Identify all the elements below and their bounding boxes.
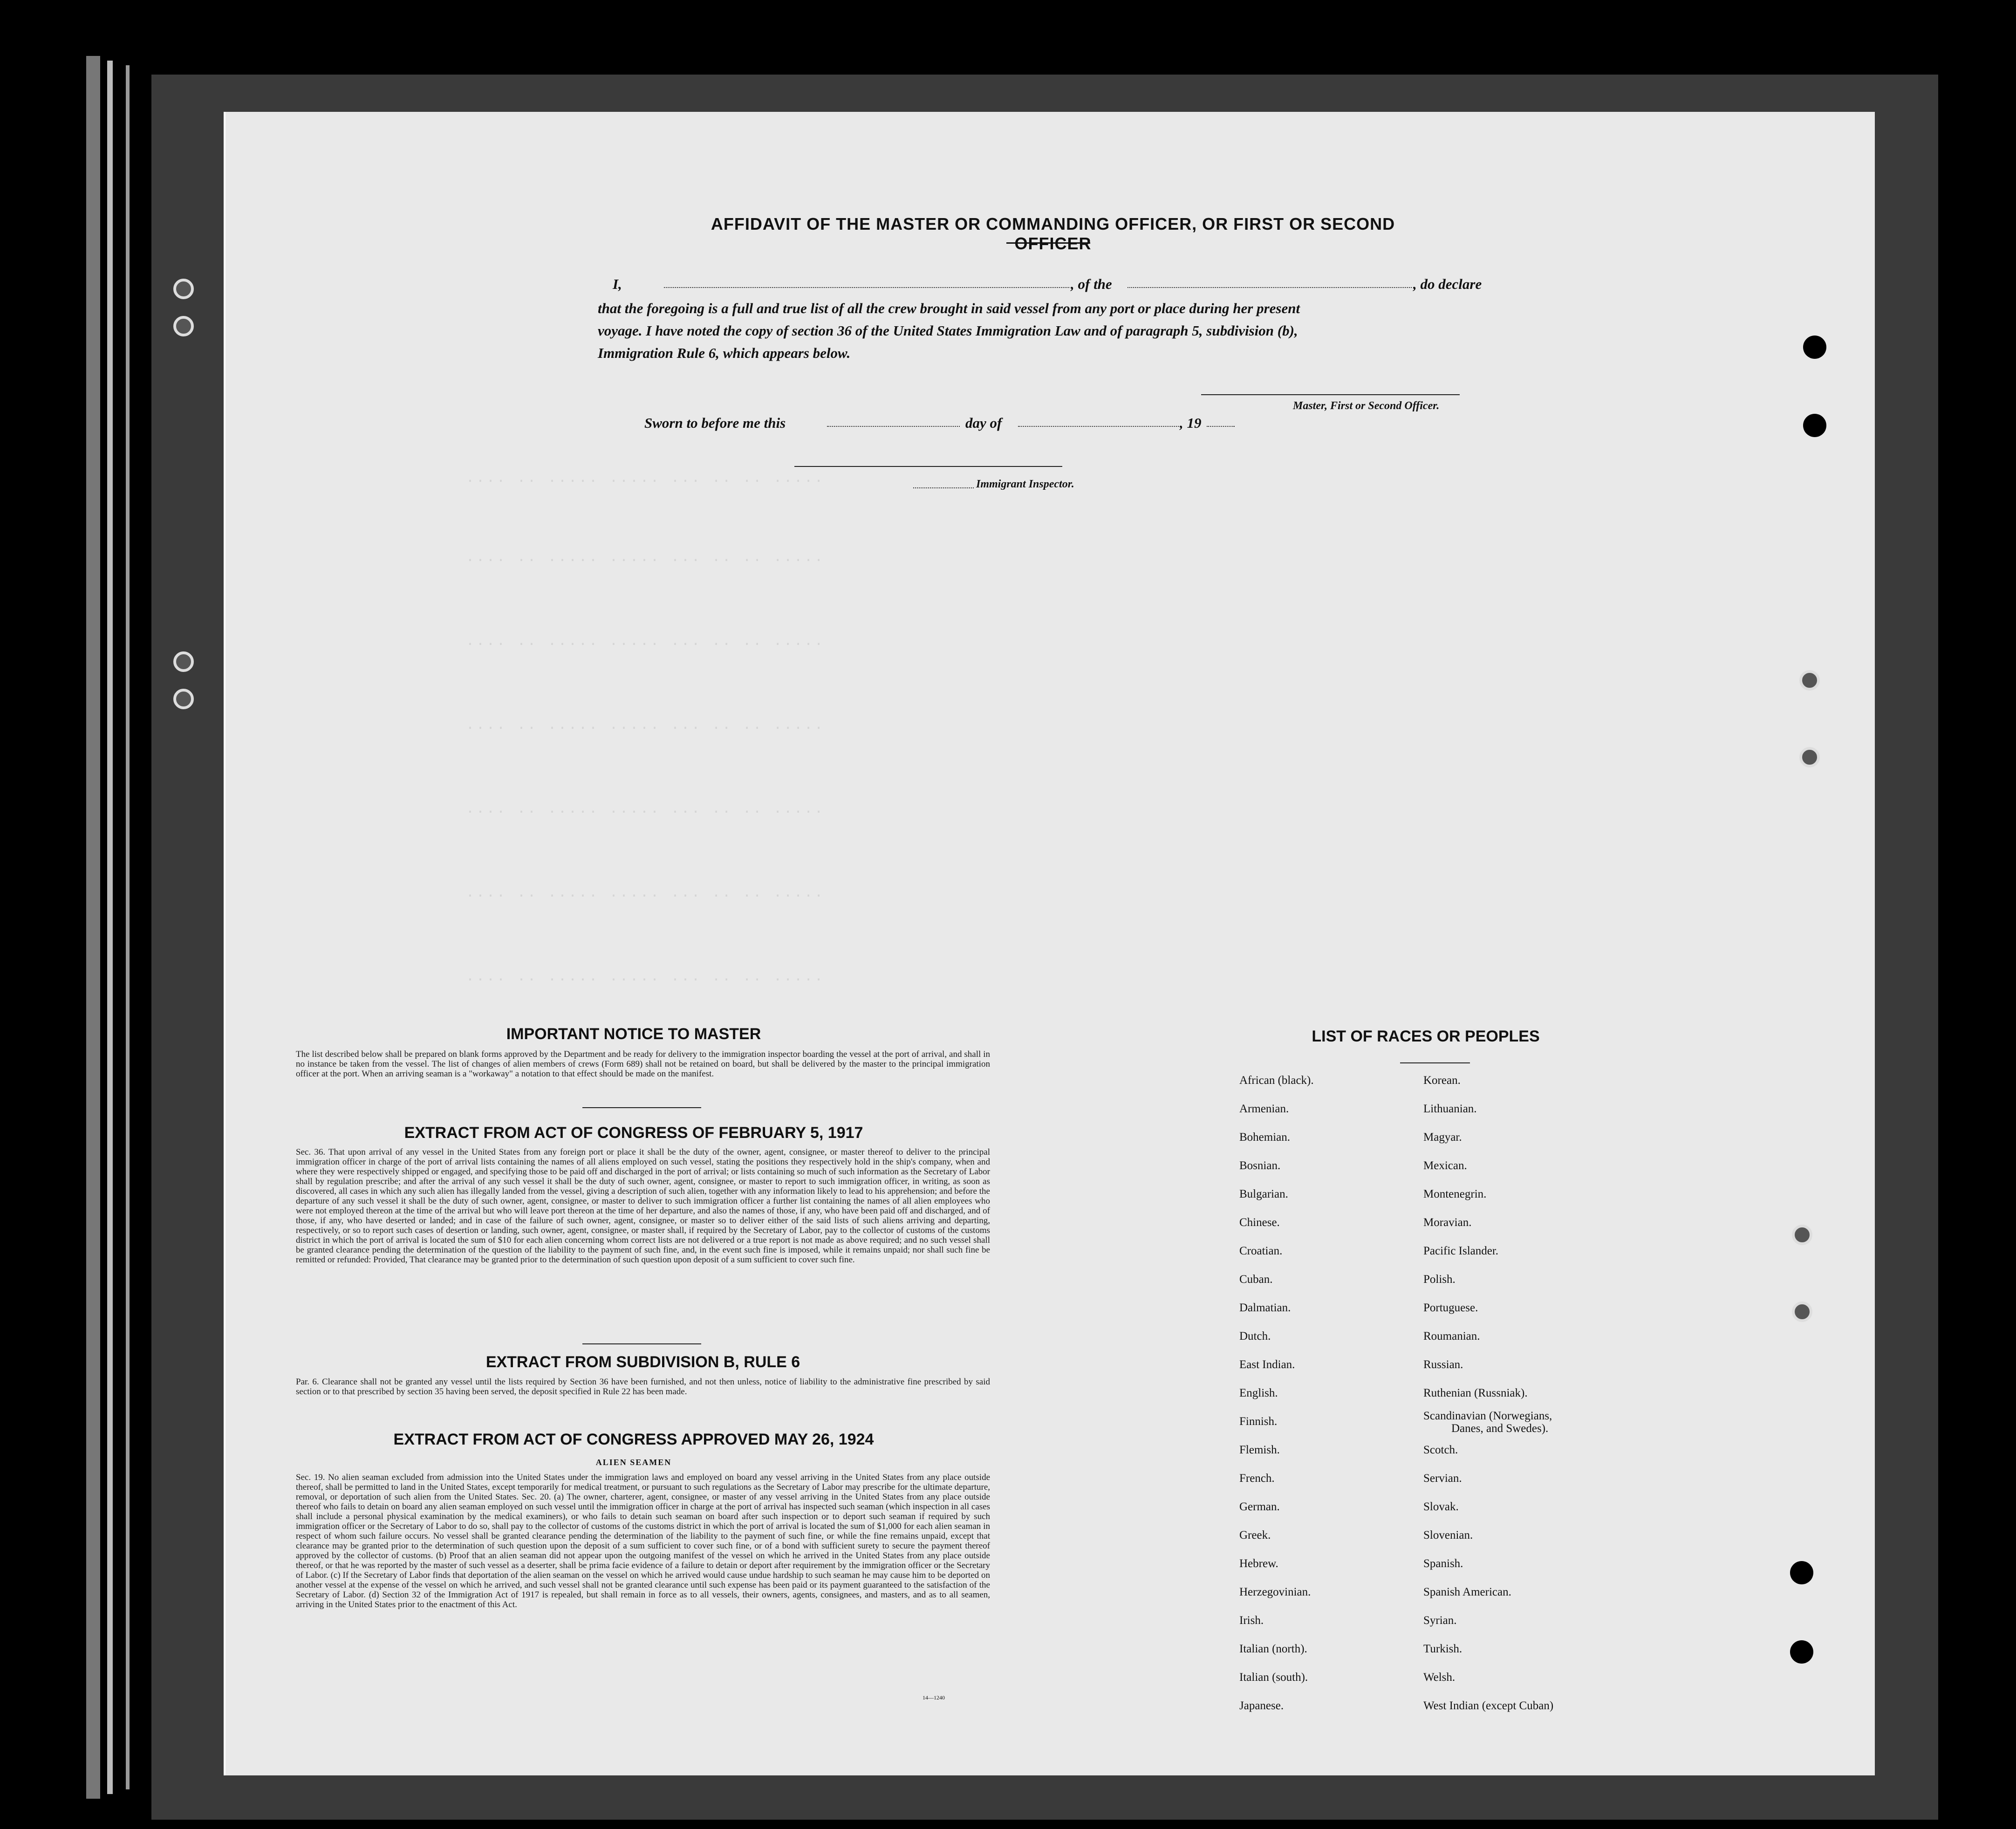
race-left-item: Dutch. [1239,1330,1271,1343]
year-text: , 19 [1180,415,1202,431]
race-right-item: Scotch. [1423,1444,1458,1456]
title-rule [1006,242,1090,244]
day-of-text: day of [965,415,1002,431]
punch-dot [1790,1561,1813,1584]
notice-body: The list described below shall be prepared on blank forms approved by the Department and be ready for delivery to the immigration inspector boarding the vessel at the port of arrival, and shall in no instance be taken from the vessel. The list of changes of alien members of crews (Form 689) shall not be retained on board, but shall be delivered by the master to the principal immigration officer at the port. When an arriving seaman is a "workaway" a notation to that effect should be made on the manifest. [296,1049,990,1079]
show-through-text: .... .. ..... ..... ... .. .. ..... [466,550,825,566]
race-left-item: German. [1239,1500,1280,1513]
race-right-item: Montenegrin. [1423,1188,1487,1200]
race-left-item: Greek. [1239,1529,1271,1541]
race-right-item: Korean. [1423,1074,1461,1087]
binder-edge [126,65,130,1789]
race-right-item: Spanish. [1423,1557,1463,1570]
race-right-item: Mexican. [1423,1159,1467,1172]
extract-rule6-heading: EXTRACT FROM SUBDIVISION B, RULE 6 [485,1353,800,1371]
race-right-item: Lithuanian. [1423,1103,1477,1115]
races-rule [1400,1062,1470,1063]
race-right-item: Russian. [1423,1358,1463,1371]
extract-1924-body: Sec. 19. No alien seaman excluded from admission into the United States under the immigration laws and employed on board any vessel arriving in the United States from any place outside thereof, shall be permitted to land in the United States, except temporarily for medical treatment, or pursuant to such regulations as the Secretary of Labor may prescribe for the ultimate departure, removal, or deportation of such alien from the United States. Sec. 20. (a) The owner, charterer, agent, consignee, or master of any vessel arriving in the United States from any place outside thereof who fails to detain on board any alien seaman employed on such vessel until the immigration officer in charge at the port of arrival has inspected such seaman (which inspection in all cases shall include a personal physical examination by the medical examiners), or who fails to detain such seaman on board after such inspection or to deport such seaman if required by such immigration officer or the Secretary of Labor to do so, shall pay to the collector of customs of the customs district in which the port of arrival is located the sum of $1,000 for each alien seaman in respect of whom such failure occurs. No vessel shall be granted clearance pending the determination of the liability to the payment of such fine, or while the fine remains unpaid, except that clearance may be granted prior to the determination of such question upon the deposit of a sum sufficient to cover such fine, or of a bond with sufficient surety to secure the payment thereof approved by the collector of customs. (b) Proof that an alien seaman did not appear upon the outgoing manifest of the vessel on which he arrived in the United States from any place outside thereof, or that he was reported by the master of such vessel as a deserter, shall be prima facie evidence of a failure to detain or deport after requirement by the immigration officer or the Secretary of Labor. (c) If the Secretary of Labor finds that deportation of the alien seaman on the vessel on which he arrived would cause undue hardship to such seaman he may cause him to be deported on another vessel at the expense of the vessel on which he arrived, and such vessel shall not be granted clearance until such expense has been paid or its payment guaranteed to the satisfaction of the Secretary of Labor. (d) Section 32 of the Immigration Act of 1917 is repealed, but shall remain in force as to all vessels, their owners, agents, consignees, and masters, and as to all seamen, arriving in the United States prior to the enactment of this Act. [296,1473,990,1610]
races-heading: LIST OF RACES OR PEOPLES [1312,1028,1540,1045]
race-left-item: French. [1239,1472,1275,1485]
notice-heading: IMPORTANT NOTICE TO MASTER [506,1025,761,1043]
section-rule [582,1107,701,1108]
sworn-day-field[interactable] [827,426,960,427]
race-right-item: Portuguese. [1423,1302,1478,1314]
affidavit-declare: , do declare [1413,276,1482,292]
show-through-text: .... .. ..... ..... ... .. .. ..... [466,634,825,650]
extract-1917-body: Sec. 36. That upon arrival of any vessel in the United States from any foreign port or place it shall be the duty of the owner, agent, consignee, or master thereof to deliver to the principal immigration officer in charge of the port of arrival lists containing the names of all aliens employed on such vessel, stating the positions they respectively hold in the ship's company, when and where they were respectively shipped or engaged, and specifying those to be paid off and discharged in the port of arrival; or lists containing so much of such information as the Secretary of Labor shall by regulation prescribe; and after the arrival of any such vessel it shall be the duty of such owner, agent, consignee, or master to report to such immigration officer, in writing, as soon as discovered, all cases in which any such alien has illegally landed from the vessel, giving a description of such alien, together with any information likely to lead to his apprehension; and before the departure of any such vessel it shall be the duty of such owner, agent, consignee, or master to deliver to such immigration officer a further list containing the names of all alien employees who were not employed thereon at the time of the arrival but who will leave port thereon at the time of her departure, and also the names of those, if any, who have been paid off and discharged, and of those, if any, who have deserted or landed; and in case of the failure of such owner, agent, consignee, or master so to deliver either of the said lists of such aliens arriving and departing, respectively, or so to report such cases of desertion or landing, such owner, agent, consignee, or master shall, if required by the Secretary of Labor, pay to the collector of customs of the customs district in which the port of arrival is located the sum of $10 for each alien concerning whom correct lists are not delivered or a true report is not made as above required; and no such vessel shall be granted clearance pending the determination of the question of the liability to the payment of such fine, and, in the event such fine is imposed, while it remains unpaid; nor shall such fine be remitted or refunded: Provided, That clearance may be granted prior to the determination of such question upon deposit of a sum sufficient to cover such fine. [296,1147,990,1265]
alien-seamen-subheading: ALIEN SEAMEN [595,1458,672,1467]
race-right-item: Slovenian. [1423,1529,1473,1541]
race-left-item: Finnish. [1239,1415,1278,1428]
race-left-item: Irish. [1239,1614,1264,1627]
race-left-item: Dalmatian. [1239,1302,1291,1314]
sworn-text: Sworn to before me this [644,415,786,431]
binder-hole [173,279,194,299]
extract-1924-heading: EXTRACT FROM ACT OF CONGRESS APPROVED MAY 26, 1924 [393,1431,874,1448]
binder-edge [86,56,100,1799]
master-signature-label: Master, First or Second Officer. [1293,400,1440,412]
race-right-item: Syrian. [1423,1614,1457,1627]
affidavit-line-2: that the foregoing is a full and true list of all the crew brought in said vessel from any port or place during her present [598,300,1300,316]
race-right-item: Scandinavian (Norwegians, [1423,1410,1552,1422]
race-right-item: Moravian. [1423,1216,1472,1229]
extract-rule6-body: Par. 6. Clearance shall not be granted any vessel until the lists required by Section 36 have been furnished, and not then unless, notice of liability to the administrative fine prescribed by said section or to that prescribed by section 35 having been served, the deposit specified in Rule 22 has been made. [296,1377,990,1397]
race-left-item: Bohemian. [1239,1131,1291,1144]
sworn-year-field[interactable] [1207,426,1235,427]
sworn-month-field[interactable] [1018,426,1179,427]
binder-edge [107,61,113,1794]
race-left-item: Japanese. [1239,1699,1284,1712]
inspector-label: Immigrant Inspector. [976,478,1074,490]
race-left-item: Italian (north). [1239,1643,1307,1655]
race-left-item: Flemish. [1239,1444,1280,1456]
form-number: 14—1240 [923,1694,945,1701]
master-signature-line[interactable] [1201,394,1460,395]
show-through-text: .... .. ..... ..... ... .. .. ..... [466,471,825,486]
race-right-item: Servian. [1423,1472,1462,1485]
inspector-signature-line[interactable] [794,466,1062,467]
race-right-item: Spanish American. [1423,1586,1511,1598]
punch-dot [1790,1640,1813,1664]
race-right-item: Slovak. [1423,1500,1459,1513]
race-right-item: Magyar. [1423,1131,1462,1144]
race-right-item: West Indian (except Cuban) [1423,1699,1554,1712]
race-right-item: Turkish. [1423,1643,1462,1655]
race-left-item: Bulgarian. [1239,1188,1288,1200]
race-right-item: Welsh. [1423,1671,1456,1684]
race-right-item: Polish. [1423,1273,1456,1286]
binder-hole [1792,1302,1812,1322]
race-left-item: Italian (south). [1239,1671,1308,1684]
race-left-item: Chinese. [1239,1216,1280,1229]
binder-hole [173,316,194,336]
race-left-item: Croatian. [1239,1245,1283,1257]
vessel-name-field[interactable] [1128,287,1412,288]
master-name-field[interactable] [664,287,1069,288]
extract-1917-heading: EXTRACT FROM ACT OF CONGRESS OF FEBRUARY 5, 1917 [404,1124,863,1142]
binder-hole [1799,670,1820,691]
race-right-item: Pacific Islander. [1423,1245,1499,1257]
race-left-item: Armenian. [1239,1103,1289,1115]
binder-hole [173,651,194,672]
race-right-item-continued: Danes, and Swedes). [1451,1422,1549,1435]
binder-hole [1799,747,1820,767]
binder-hole [173,689,194,709]
punch-dot [1803,414,1826,437]
race-left-item: African (black). [1239,1074,1314,1087]
race-left-item: East Indian. [1239,1358,1295,1371]
affidavit-line-4: Immigration Rule 6, which appears below. [598,345,851,361]
show-through-text: .... .. ..... ..... ... .. .. ..... [466,885,825,901]
affidavit-line-3: voyage. I have noted the copy of section 36 of the United States Immigration Law and of paragraph 5, subdivision (b), [598,322,1298,339]
punch-dot [1803,336,1826,359]
affidavit-of-the: , of the [1071,276,1112,292]
show-through-text: .... .. ..... ..... ... .. .. ..... [466,801,825,817]
race-right-item: Ruthenian (Russniak). [1423,1387,1528,1399]
affidavit-title: AFFIDAVIT OF THE MASTER OR COMMANDING OFFICER, OR FIRST OR SECOND OFFICER [711,214,1395,253]
race-left-item: English. [1239,1387,1278,1399]
race-left-item: Bosnian. [1239,1159,1281,1172]
race-left-item: Hebrew. [1239,1557,1278,1570]
affidavit-i: I, [613,276,622,292]
inspector-name-field [913,487,974,488]
binder-hole [1792,1225,1812,1245]
race-right-item: Roumanian. [1423,1330,1480,1343]
show-through-text: .... .. ..... ..... ... .. .. ..... [466,969,825,985]
race-left-item: Herzegovinian. [1239,1586,1311,1598]
show-through-text: .... .. ..... ..... ... .. .. ..... [466,718,825,733]
section-rule [582,1343,701,1344]
race-left-item: Cuban. [1239,1273,1273,1286]
